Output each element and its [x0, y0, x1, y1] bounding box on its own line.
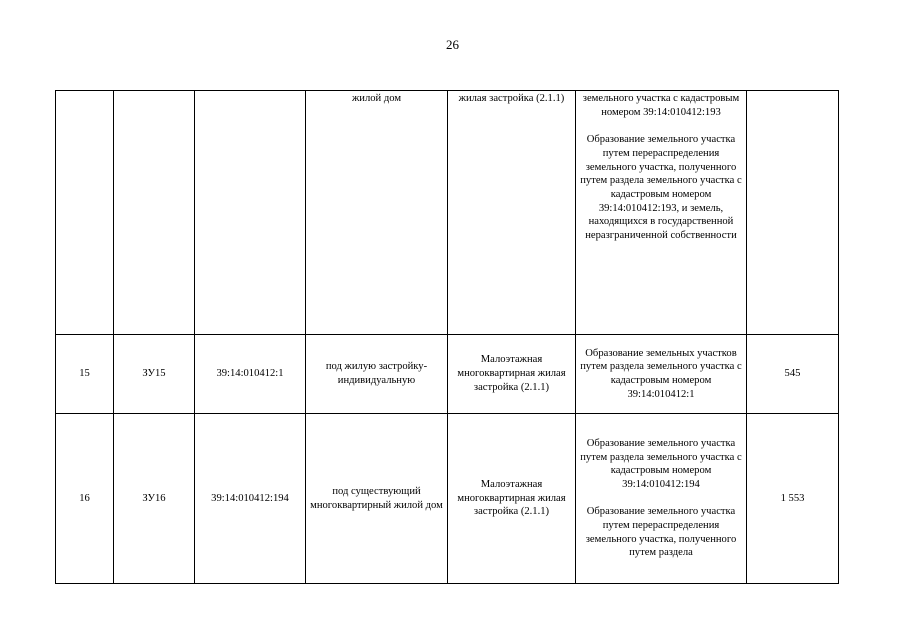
formation-method-cell	[576, 91, 747, 335]
method-text: Образование земельных участков путем раздела земельного участка с кадастровым номером 39:14:010412:1	[580, 347, 742, 400]
plot-code-cell: ЗУ15	[114, 335, 195, 414]
permitted-use-cell: под жилую застройку-индивидуальную	[306, 335, 448, 414]
land-plots-table	[55, 90, 839, 584]
row-number-cell: 15	[56, 335, 114, 414]
area-cell	[747, 91, 839, 335]
use-type-cell: Малоэтажная многоквартирная жилая застройка (2.1.1)	[448, 335, 576, 414]
method-text: Образование земельного участка путем перераспределения земельного участка, полученного путем раздела земельного участка с кадастровым номером 39:14:010412:193, и земель, находящихся в государственной неразграниченной собственности	[580, 134, 742, 242]
plot-code-cell: ЗУ16	[114, 414, 195, 584]
formation-method-cell	[576, 414, 747, 584]
permitted-use-cell: жилой дом	[306, 91, 448, 335]
area-cell: 545	[747, 335, 839, 414]
row-number-cell	[56, 91, 114, 335]
use-type-cell: жилая застройка (2.1.1)	[448, 91, 576, 335]
method-text: Образование земельного участка путем перераспределения земельного участка, полученного путем раздела	[585, 506, 737, 559]
formation-method-cell	[576, 335, 747, 414]
cadastral-number-cell: 39:14:010412:1	[195, 335, 306, 414]
cadastral-number-cell: 39:14:010412:194	[195, 414, 306, 584]
page-number: 26	[446, 37, 459, 52]
method-text: Образование земельного участка путем раздела земельного участка с кадастровым номером 39:14:010412:194	[580, 437, 742, 490]
table-row	[56, 91, 839, 335]
permitted-use-cell: под существующий многоквартирный жилой дом	[306, 414, 448, 584]
plot-code-cell	[114, 91, 195, 335]
method-text: земельного участка с кадастровым номером 39:14:010412:193	[582, 93, 740, 118]
table-row	[56, 414, 839, 584]
cadastral-number-cell	[195, 91, 306, 335]
area-cell: 1 553	[747, 414, 839, 584]
table-row	[56, 335, 839, 414]
use-type-cell: Малоэтажная многоквартирная жилая застройка (2.1.1)	[448, 414, 576, 584]
row-number-cell: 16	[56, 414, 114, 584]
